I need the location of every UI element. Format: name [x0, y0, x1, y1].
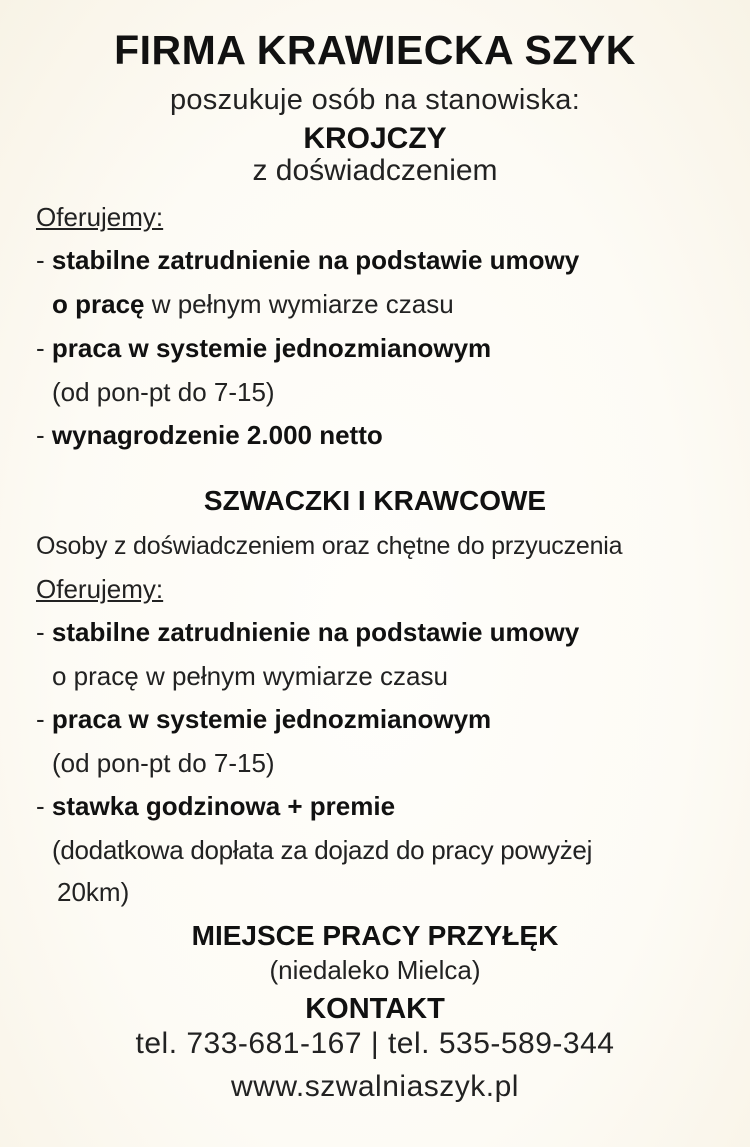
- offer-item-text-rest: w pełnym wymiarze czasu: [144, 289, 454, 319]
- intro-text: poszukuje osób na stanowiska:: [169, 84, 581, 116]
- dash: -: [36, 791, 52, 821]
- krojczy-offer-item-2-cont: (od pon-pt do 7-15): [52, 377, 275, 407]
- krojczy-heading: KROJCZY: [303, 122, 447, 155]
- szwaczki-offer-item-2: [36, 704, 491, 735]
- krojczy-offer-item-1: [36, 245, 579, 276]
- dash: -: [36, 704, 52, 734]
- szwaczki-offer-item-1-cont: o pracę w pełnym wymiarze czasu: [52, 661, 448, 691]
- offer-item-text: praca w systemie jednozmianowym: [51, 704, 492, 734]
- szwaczki-heading: SZWACZKI I KRAWCOWE: [203, 485, 547, 516]
- offer-item-text: wynagrodzenie 2.000 netto: [51, 420, 383, 450]
- krojczy-offer-item-1-cont: [52, 289, 454, 320]
- dash: -: [36, 420, 52, 450]
- dash: -: [36, 333, 52, 363]
- dash: -: [36, 245, 52, 275]
- offer-item-text: stabilne zatrudnienie na podstawie umowy: [51, 245, 580, 275]
- szwaczki-offer-label: Oferujemy:: [36, 574, 164, 604]
- location-heading: MIEJSCE PRACY PRZYŁĘK: [191, 920, 559, 951]
- offer-item-text-bold: o pracę: [52, 289, 145, 319]
- offer-item-text: stawka godzinowa + premie: [51, 791, 396, 821]
- szwaczki-offer-item-3-cont-1: (dodatkowa dopłata za dojazd do pracy powyżej: [52, 835, 593, 865]
- szwaczki-offer-item-3-cont-2: 20km): [57, 877, 130, 907]
- krojczy-offer-item-3: [36, 420, 383, 451]
- szwaczki-offer-item-1: [36, 617, 579, 648]
- company-title: FIRMA KRAWIECKA SZYK: [114, 27, 636, 73]
- website-link[interactable]: www.szwalniaszyk.pl: [231, 1070, 519, 1103]
- szwaczki-offer-item-2-cont: (od pon-pt do 7-15): [52, 748, 275, 778]
- contact-heading: KONTAKT: [305, 993, 445, 1025]
- offer-item-text: stabilne zatrudnienie na podstawie umowy: [51, 617, 580, 647]
- location-note: (niedaleko Mielca): [269, 955, 481, 985]
- offer-item-text: praca w systemie jednozmianowym: [51, 333, 492, 363]
- szwaczki-offer-item-3: [36, 791, 395, 822]
- krojczy-subheading: z doświadczeniem: [252, 154, 498, 187]
- contact-phones: tel. 733-681-167 | tel. 535-589-344: [135, 1027, 615, 1060]
- krojczy-offer-item-2: [36, 333, 491, 364]
- krojczy-offer-label: Oferujemy:: [36, 202, 164, 232]
- szwaczki-description: Osoby z doświadczeniem oraz chętne do przyuczenia: [36, 532, 623, 560]
- dash: -: [36, 617, 52, 647]
